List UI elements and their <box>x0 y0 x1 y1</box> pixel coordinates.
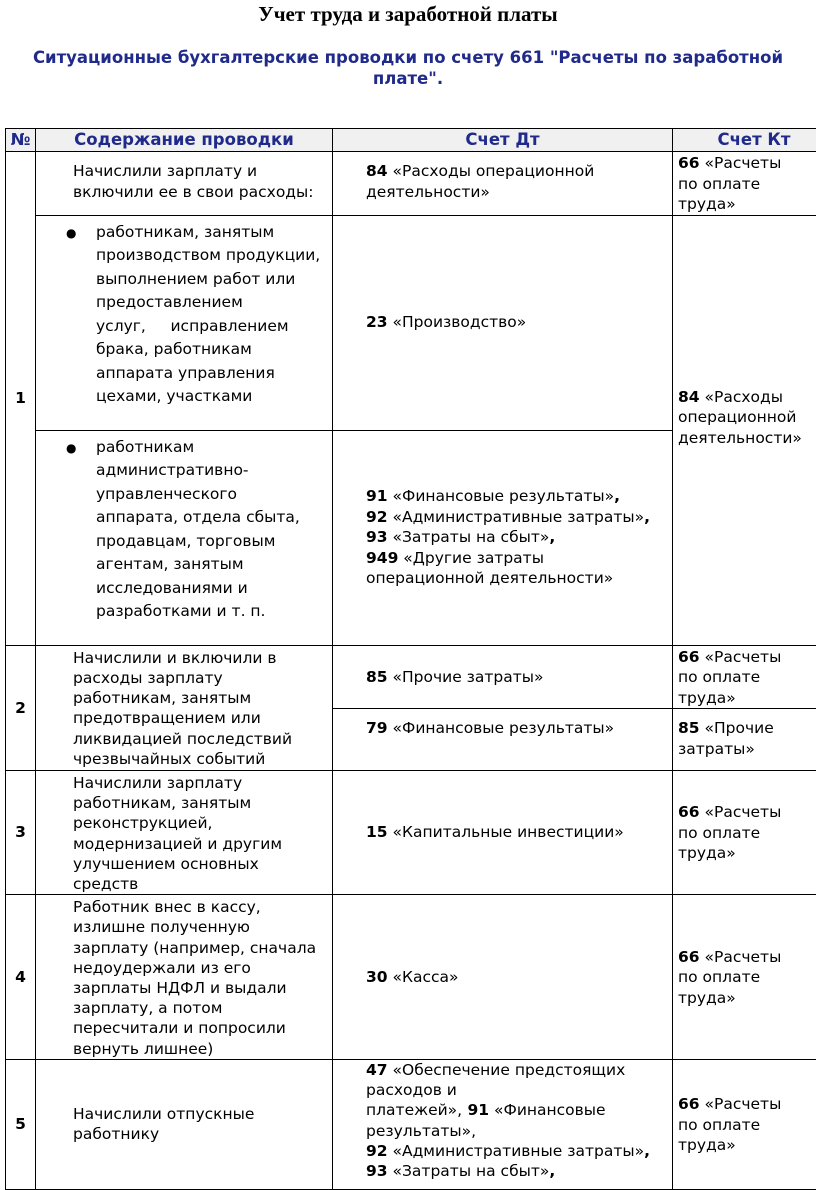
table-row <box>6 215 816 430</box>
debit-account: 91 «Финансовые результаты», 92 «Административные затраты», 93 «Затраты на сбыт», 949 «Другие затраты операционной деятельности» <box>333 430 673 645</box>
debit-account: 85 «Прочие затраты» <box>333 645 673 709</box>
credit-account: 66 «Расчеты по оплате труда» <box>673 895 816 1060</box>
posting-content: Начислили зарплату работникам, занятым реконструкцией, модернизацией и другим улучшением основных средств <box>36 771 333 895</box>
header-debit: Счет Дт <box>333 129 673 152</box>
credit-account: 66 «Расчеты по оплате труда» <box>673 152 816 216</box>
debit-account: 79 «Финансовые результаты» <box>333 709 673 771</box>
credit-account: 85 «Прочие затраты» <box>673 709 816 771</box>
posting-content: Начислили зарплату и включили ее в свои расходы: <box>36 152 333 216</box>
posting-content-bullet: ● работникам, занятым производством продукции, выполнением работ или предоставлением услуг, исправлением брака, работникам аппарата управления цехами, участками <box>36 215 333 430</box>
bullet-icon: ● <box>66 437 76 461</box>
postings-table <box>5 128 816 1190</box>
row-number: 1 <box>6 152 36 646</box>
table-row <box>6 152 816 216</box>
posting-content-bullet: ● работникам административно- управленческого аппарата, отдела сбыта, продавцам, торговым агентам, занятым исследованиями и разработками и т. п. <box>36 430 333 645</box>
table-row <box>6 895 816 1060</box>
posting-content: Начислили отпускные работнику <box>36 1059 333 1189</box>
header-content: Содержание проводки <box>36 129 333 152</box>
debit-account: 30 «Касса» <box>333 895 673 1060</box>
header-number: № <box>6 129 36 152</box>
header-credit: Счет Кт <box>673 129 816 152</box>
page-subtitle: Ситуационные бухгалтерские проводки по счету 661 "Расчеты по заработной плате". <box>20 47 796 89</box>
posting-content: Работник внес в кассу, излишне полученную зарплату (например, сначала недоудержали из его зарплаты НДФЛ и выдали зарплату, а потом пересчитали и попросили вернуть лишнее) <box>36 895 333 1060</box>
credit-account: 66 «Расчеты по оплате труда» <box>673 645 816 709</box>
bullet-icon: ● <box>66 222 76 246</box>
table-row <box>6 771 816 895</box>
posting-content: Начислили и включили в расходы зарплату работникам, занятым предотвращением или ликвидацией последствий чрезвычайных событий <box>36 645 333 771</box>
row-number: 5 <box>6 1059 36 1189</box>
table-row <box>6 645 816 709</box>
table-header-row <box>6 129 816 152</box>
table-row <box>6 1059 816 1189</box>
credit-account: 66 «Расчеты по оплате труда» <box>673 771 816 895</box>
credit-account: 84 «Расходы операционной деятельности» <box>673 215 816 645</box>
debit-account: 23 «Производство» <box>333 215 673 430</box>
row-number: 4 <box>6 895 36 1060</box>
debit-account: 47 «Обеспечение предстоящих расходов и платежей», 91 «Финансовые результаты», 92 «Административные затраты», 93 «Затраты на сбыт», <box>333 1059 673 1189</box>
row-number: 2 <box>6 645 36 771</box>
page-title: Учет труда и заработной платы <box>0 2 816 27</box>
row-number: 3 <box>6 771 36 895</box>
credit-account: 66 «Расчеты по оплате труда» <box>673 1059 816 1189</box>
debit-account: 84 «Расходы операционной деятельности» <box>333 152 673 216</box>
debit-account: 15 «Капитальные инвестиции» <box>333 771 673 895</box>
